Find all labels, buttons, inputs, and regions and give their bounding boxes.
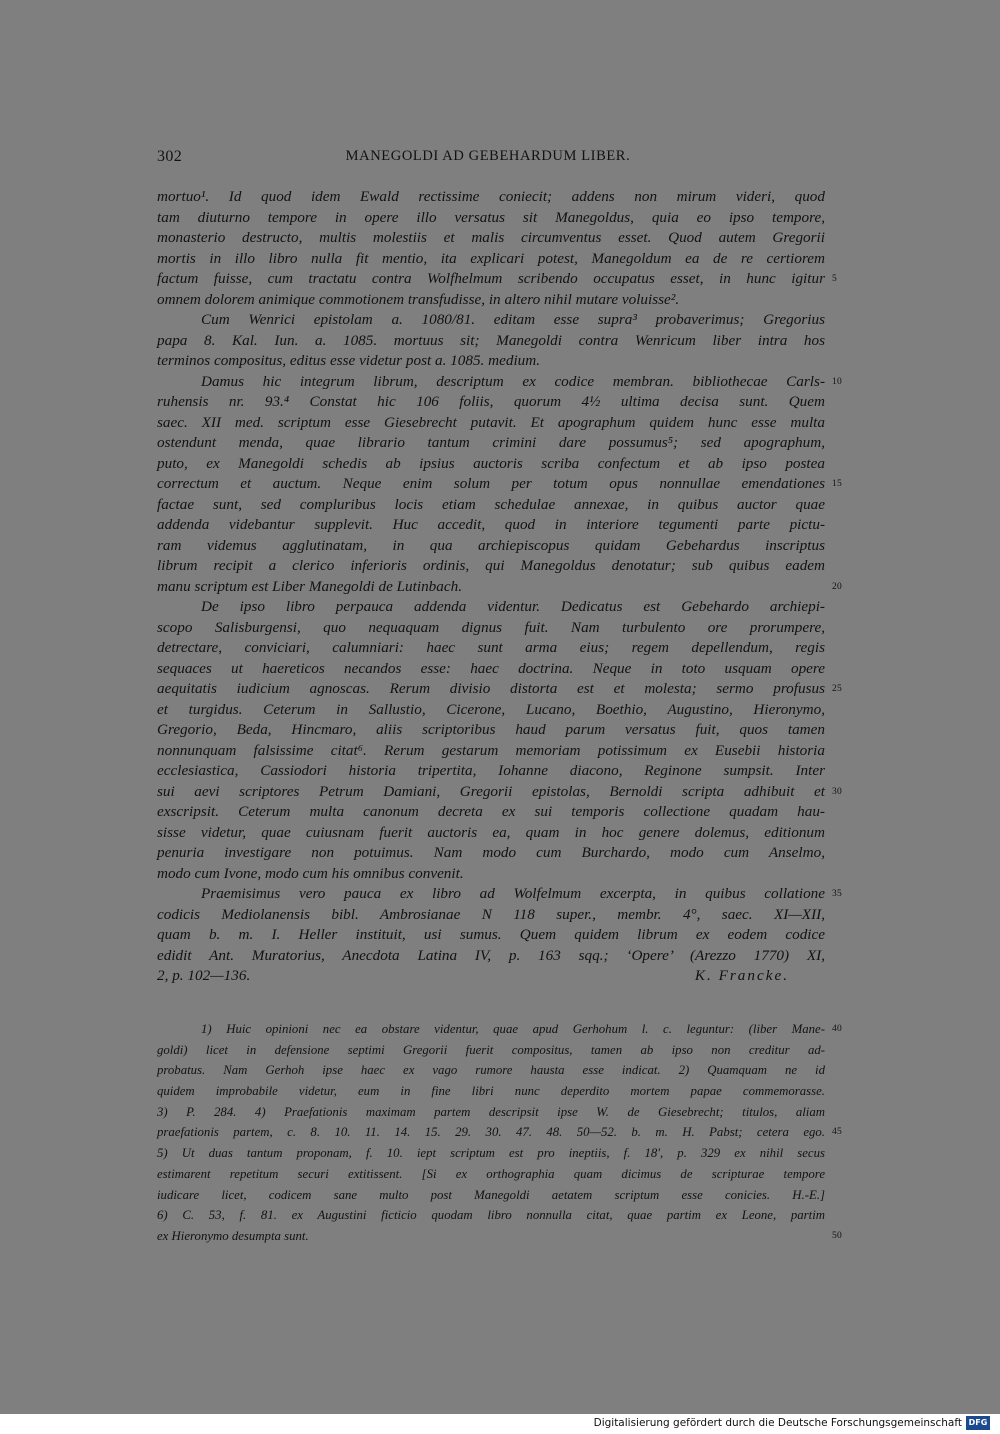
line-text: detrectare, conviciari, calumniari: haec sunt arma eius; regem depellendum, regis bbox=[157, 639, 825, 656]
text-line bbox=[157, 761, 825, 782]
text-line bbox=[157, 392, 825, 413]
funding-credit: Digitalisierung gefördert durch die Deutsche Forschungsgemeinschaft bbox=[593, 1417, 962, 1429]
text-line bbox=[157, 433, 825, 454]
text-line bbox=[157, 208, 825, 229]
text-line bbox=[157, 269, 838, 290]
footnote-text: estimarent repetitum securi extitissent. [Si ex orthographia quam dicimus de scripturae tempore bbox=[157, 1166, 825, 1181]
line-text: factae sunt, sed compluribus locis etiam schedulae annexae, in quibus auctor quae bbox=[157, 495, 825, 513]
text-line bbox=[157, 577, 843, 598]
footnote-text: quidem improbabile videtur, eum in fine libri nunc deperdito mortem papae commemorasse. bbox=[157, 1084, 825, 1099]
line-number: 35 bbox=[832, 889, 843, 899]
text-line bbox=[157, 700, 825, 721]
line-text: modo cum Ivone, modo cum his omnibus convenit. bbox=[157, 864, 464, 882]
footnote-text: 6) C. 53, f. 81. ex Augustini ficticio quodam libro nonnulla citat, quae partim ex Leone, partim bbox=[157, 1208, 825, 1223]
footnote-text: iudicare licet, codicem sane multo post Manegoldi aetatem scriptum esse conicies. H.-E.] bbox=[157, 1187, 825, 1202]
line-text: aequitatis iudicium agnoscas. Rerum divisio distorta est et molesta; sermo profusus bbox=[157, 680, 825, 697]
line-text: puto, ex Manegoldi schedis ab ipsius auctoris scriba confectum et ab ipso postea bbox=[157, 454, 825, 472]
footnote-line bbox=[157, 1164, 825, 1185]
line-text: Cum Wenrici epistolam a. 1080/81. editam esse supra³ probaverimus; Gregorius bbox=[201, 311, 825, 328]
running-title: MANEGOLDI AD GEBEHARDUM LIBER. bbox=[345, 148, 631, 164]
text-line bbox=[157, 802, 825, 823]
text-line bbox=[157, 474, 843, 495]
line-text: ecclesiastica, Cassiodori historia tripertita, Iohanne diacono, Reginone sumpsit. Inter bbox=[157, 762, 825, 779]
footnote-line bbox=[157, 1143, 825, 1164]
line-text: librum recipit a clerico inferioris ordinis, qui Manegoldus denotatur; sub quibus eadem bbox=[157, 557, 825, 574]
footnote-line bbox=[157, 1019, 843, 1040]
line-number: 25 bbox=[832, 684, 843, 694]
line-text: quam b. m. I. Heller instituit, usi sumus. Quem quidem librum ex eodem codice bbox=[157, 926, 825, 943]
text-line bbox=[157, 597, 825, 618]
line-text: papa 8. Kal. Iun. a. 1085. mortuus sit; Manegoldi contra Wenricum liber intra hos bbox=[157, 331, 825, 349]
footnote-line bbox=[157, 1060, 825, 1081]
line-text: Damus hic integrum librum, descriptum ex codice membran. bibliothecae Carls- bbox=[201, 372, 825, 390]
footnote-text: probatus. Nam Gerhoh ipse haec ex vago rumore hausta esse indicat. 2) Quamquam ne id bbox=[157, 1063, 825, 1078]
footnote-text: goldi) licet in defensione septimi Gregorii fuerit compositus, tamen ab ipso non creditur ad- bbox=[157, 1042, 825, 1057]
text-line bbox=[157, 187, 825, 208]
line-text: addenda videbantur supplevit. Huc accedit, quod in interiore tegumenti parte pictu- bbox=[157, 516, 825, 533]
line-number: 50 bbox=[832, 1230, 843, 1241]
text-line bbox=[157, 454, 825, 475]
text-line bbox=[157, 413, 825, 434]
text-line bbox=[157, 331, 825, 352]
editor-signature: K. Francke. bbox=[694, 967, 789, 984]
line-text: manu scriptum est Liber Manegoldi de Lutinbach. bbox=[157, 577, 462, 595]
footnote-line bbox=[157, 1081, 825, 1102]
text-line bbox=[157, 515, 825, 536]
main-text bbox=[157, 187, 843, 987]
text-line bbox=[157, 290, 825, 311]
text-line bbox=[157, 659, 825, 680]
text-line bbox=[157, 823, 825, 844]
line-text: penuria investigare non potuimus. Nam modo cum Burchardo, modo cum Anselmo, bbox=[157, 844, 825, 861]
line-text: ram videmus agglutinatam, in qua archiepiscopus quidam Gebehardus inscriptus bbox=[157, 536, 825, 554]
line-number: 40 bbox=[832, 1024, 843, 1034]
text-line bbox=[157, 925, 825, 946]
footnote-line bbox=[157, 1102, 825, 1123]
text-line bbox=[157, 310, 825, 331]
text-line bbox=[157, 741, 825, 762]
line-text: tam diuturno tempore in opere illo versatus sit Manegoldus, quia eo ipso tempore, bbox=[157, 208, 825, 226]
footnote-line bbox=[157, 1122, 843, 1143]
line-text: mortis in illo libro nulla fit mentio, ita explicari potest, Manegoldum ea de re certiorem bbox=[157, 249, 825, 267]
line-text: edidit Ant. Muratorius, Anecdota Latina IV, p. 163 sqq.; ‘Opere’ (Arezzo 1770) XI, bbox=[157, 946, 825, 964]
line-number: 45 bbox=[832, 1127, 843, 1138]
text-line bbox=[157, 351, 825, 372]
line-text: 2, p. 102—136. bbox=[157, 967, 251, 984]
text-line bbox=[157, 228, 825, 249]
footnote-line bbox=[157, 1040, 825, 1061]
footnote-line bbox=[157, 1205, 825, 1226]
footnotes bbox=[157, 1019, 843, 1247]
text-line bbox=[157, 618, 825, 639]
line-text: codicis Mediolanensis bibl. Ambrosianae N 118 super., membr. 4°, saec. XI—XII, bbox=[157, 905, 825, 923]
line-number: 30 bbox=[832, 786, 843, 797]
line-text: factum fuisse, cum tractatu contra Wolfhelmum scribendo occupatus esset, in hunc igitur bbox=[157, 270, 825, 287]
line-text: sui aevi scriptores Petrum Damiani, Gregorii epistolas, Bernoldi scripta adhibuit et bbox=[157, 782, 825, 800]
text-line bbox=[157, 884, 843, 905]
text-line bbox=[157, 679, 843, 700]
line-number: 5 bbox=[832, 274, 838, 284]
line-text: mortuo¹. Id quod idem Ewald rectissime coniecit; addens non mirum videri, quod bbox=[157, 188, 825, 205]
text-line bbox=[157, 905, 825, 926]
footer-bar bbox=[0, 1414, 1000, 1434]
page-number: 302 bbox=[157, 148, 183, 165]
text-line bbox=[157, 556, 825, 577]
line-number: 20 bbox=[832, 581, 843, 592]
line-text: Praemisimus vero pauca ex libro ad Wolfelmum excerpta, in quibus collatione bbox=[201, 885, 825, 902]
footnote-text: 3) P. 284. 4) Praefationis maximam partem descripsit ipse W. de Giesebrecht; titulos, aliam bbox=[157, 1104, 825, 1119]
line-text: sequaces ut haereticos necandos esse: haec doctrina. Neque in toto usquam opere bbox=[157, 659, 825, 677]
line-text: exscripsit. Ceterum multa canonum decreta ex sui temporis collectione quadam hau- bbox=[157, 803, 825, 820]
text-line bbox=[157, 966, 825, 987]
line-text: scopo Salisburgensi, quo nequaquam dignus fuit. Nam turbulento ore prorumpere, bbox=[157, 618, 825, 636]
footnote-text: praefationis partem, c. 8. 10. 11. 14. 15. 29. 30. 47. 48. 50—52. b. m. H. Pabst; cetera ego. bbox=[157, 1125, 825, 1140]
line-text: ruhensis nr. 93.⁴ Constat hic 106 foliis, quorum 4½ ultima decisa sunt. Quem bbox=[157, 393, 825, 410]
line-text: nonnunquam falsissime citat⁶. Rerum gestarum memoriam potissimum ex Eusebii historia bbox=[157, 741, 825, 759]
footnote-text: 5) Ut duas tantum proponam, f. 10. iept scriptum est pro ineptiis, f. 18', p. 329 ex nihil secus bbox=[157, 1146, 825, 1161]
text-line bbox=[157, 495, 825, 516]
line-text: ostendunt menda, quae librario tantum crimini dare possumus⁵; sed apographum, bbox=[157, 434, 825, 451]
line-number: 10 bbox=[832, 376, 843, 387]
text-line bbox=[157, 372, 843, 393]
line-text: correctum et auctum. Neque enim solum per totum opus nonnullae emendationes bbox=[157, 475, 825, 492]
text-line bbox=[157, 720, 825, 741]
line-number: 15 bbox=[832, 479, 843, 489]
line-text: terminos compositus, editus esse videtur post a. 1085. medium. bbox=[157, 352, 541, 369]
text-line bbox=[157, 638, 825, 659]
text-line bbox=[157, 864, 825, 885]
footnote-line bbox=[157, 1185, 825, 1206]
text-line bbox=[157, 946, 825, 967]
text-line bbox=[157, 536, 825, 557]
line-text: sisse videtur, quae cuiusnam fuerit auctoris ea, quam in hoc genere dolemus, editionum bbox=[157, 823, 825, 841]
page-header bbox=[157, 148, 819, 172]
footnote-text: ex Hieronymo desumpta sunt. bbox=[157, 1228, 309, 1243]
line-text: Gregorio, Beda, Hincmaro, aliis scriptoribus haud parum versatus fuit, quos tamen bbox=[157, 721, 825, 738]
line-text: et turgidus. Ceterum in Sallustio, Cicerone, Lucano, Boethio, Augustino, Hieronymo, bbox=[157, 700, 825, 718]
footnote-text: 1) Huic opinioni nec ea obstare videntur, quae apud Gerhohum l. c. leguntur: (liber Mane- bbox=[201, 1022, 825, 1036]
text-line bbox=[157, 249, 825, 270]
dfg-logo-icon: DFG bbox=[966, 1416, 990, 1430]
text-line bbox=[157, 843, 825, 864]
line-text: saec. XII med. scriptum esse Giesebrecht putavit. Et apographum quidem hunc esse multa bbox=[157, 413, 825, 431]
line-text: De ipso libro perpauca addenda videntur. Dedicatus est Gebehardo archiepi- bbox=[201, 598, 825, 615]
text-line bbox=[157, 782, 843, 803]
line-text: omnem dolorem animique commotionem transfudisse, in altero nihil mutare voluisse². bbox=[157, 290, 680, 308]
line-text: monasterio destructo, multis molestiis et malis circumventus esset. Quod autem Gregorii bbox=[157, 229, 825, 246]
footnote-line bbox=[157, 1226, 843, 1247]
